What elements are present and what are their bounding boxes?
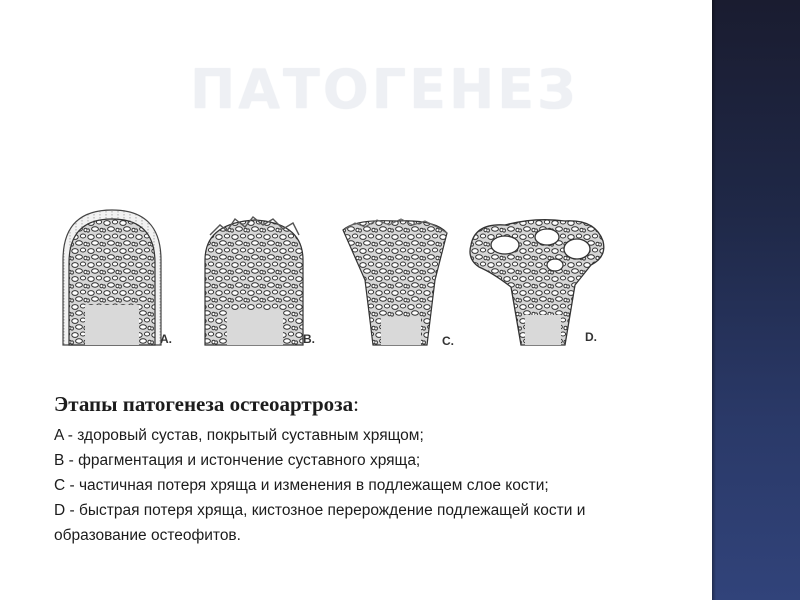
osteoarthritis-stages-figure	[55, 205, 610, 355]
caption-heading-suffix: :	[353, 392, 359, 416]
caption-line-d-continued: образование остеофитов.	[54, 527, 241, 544]
bone-illustration	[55, 205, 610, 355]
bone-panel-d	[470, 220, 604, 345]
bone-panel-a	[63, 210, 161, 345]
caption-line-a: A - здоровый сустав, покрытый суставным хрящом;	[54, 427, 424, 444]
caption-line-d: D - быстрая потеря хряща, кистозное перерождение подлежащей кости и	[54, 502, 586, 519]
bone-panel-c	[343, 219, 447, 345]
panel-label-c: C.	[442, 334, 454, 348]
caption-line-c: C - частичная потеря хряща и изменения в подлежащем слое кости;	[54, 477, 549, 494]
caption-heading-bold: Этапы патогенеза остеоартроза	[54, 392, 354, 416]
caption-line-b: B - фрагментация и истончение суставного хряща;	[54, 452, 421, 469]
bone-panel-b	[205, 217, 303, 345]
slide-title: ПАТОГЕНЕЗ	[190, 58, 579, 121]
panel-label-b: B.	[303, 332, 315, 346]
caption-block	[54, 392, 754, 548]
caption-heading	[54, 392, 754, 417]
panel-label-a: A.	[160, 332, 172, 346]
panel-label-d: D.	[585, 330, 597, 344]
